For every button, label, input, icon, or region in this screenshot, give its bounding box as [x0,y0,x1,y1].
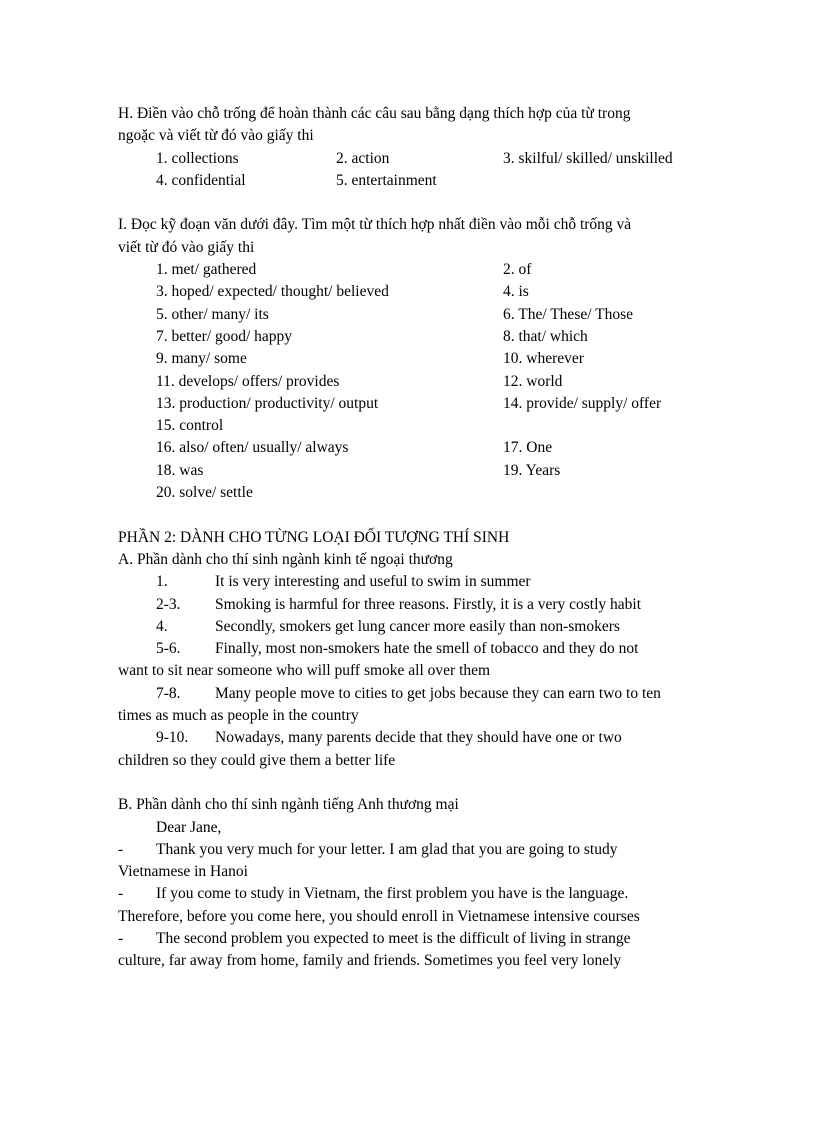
answer-item: 5. other/ many/ its [156,305,269,323]
item-continuation: want to sit near someone who will puff smoke all over them [118,662,491,680]
section-a-item [118,727,718,749]
section-i-answer-row [118,393,718,415]
item-continuation: culture, far away from home, family and friends. Sometimes you feel very lonely [118,952,622,970]
section-a-heading: A. Phần dành cho thí sinh ngành kinh tế ngoại thương [118,550,453,568]
answer-item: 9. many/ some [156,350,247,368]
item-text: Secondly, smokers get lung cancer more easily than non-smokers [215,617,620,635]
section-a-item [118,571,718,593]
item-text: Smoking is harmful for three reasons. Firstly, it is a very costly habit [215,595,642,613]
item-continuation: times as much as people in the country [118,707,359,725]
answer-item: 2. of [503,261,532,279]
answer-item: 15. control [156,417,224,435]
item-text: It is very interesting and useful to swim in summer [215,573,531,591]
part2-title: PHẦN 2: DÀNH CHO TỪNG LOẠI ĐỐI TƯỢNG THÍ SINH [118,528,510,546]
item-text: Thank you very much for your letter. I am glad that you are going to study [156,840,618,858]
dash-bullet: - [118,885,124,903]
section-i-answer-row [118,415,718,437]
answer-item: 3. hoped/ expected/ thought/ believed [156,283,389,301]
answer-item: 12. world [503,372,563,390]
section-i-answer-row [118,460,718,482]
answer-item: 19. Years [503,461,561,479]
section-b-heading: B. Phần dành cho thí sinh ngành tiếng Anh thương mại [118,796,459,814]
section-i-answer-row [118,348,718,370]
section-i-answer-row [118,326,718,348]
answer-item: 18. was [156,461,204,479]
answer-item: 16. also/ often/ usually/ always [156,439,349,457]
section-i-heading-line2: viết từ đó vào giấy thi [118,238,255,256]
letter-greeting: Dear Jane, [156,818,222,836]
answer-item: 5. entertainment [336,171,437,189]
item-continuation: Vietnamese in Hanoi [118,863,248,881]
answer-item: 3. skilful/ skilled/ unskilled [503,149,673,167]
section-h-answer-row [118,170,718,192]
section-i-answer-row [118,304,718,326]
item-text: If you come to study in Vietnam, the first problem you have is the language. [156,885,629,903]
section-i-answer-row [118,371,718,393]
item-number: 1. [156,573,168,591]
answer-item: 4. confidential [156,171,246,189]
answer-item: 7. better/ good/ happy [156,327,293,345]
answer-item: 13. production/ productivity/ output [156,394,379,412]
section-a-item [118,594,718,616]
section-i-answer-row [118,482,718,504]
section-h-answer-row [118,148,718,170]
answer-item: 8. that/ which [503,327,588,345]
document-page [118,103,718,973]
item-text: Finally, most non-smokers hate the smell of tobacco and they do not [215,640,639,658]
answer-item: 1. collections [156,149,239,167]
item-text: Many people move to cities to get jobs because they can earn two to ten [215,684,661,702]
answer-item: 2. action [336,149,390,167]
answer-item: 17. One [503,439,553,457]
section-h-heading-line2: ngoặc và viết từ đó vào giấy thi [118,127,314,145]
section-b-item [118,928,718,950]
item-number: 2-3. [156,595,181,613]
item-continuation: children so they could give them a better life [118,751,396,769]
section-a-item [118,683,718,705]
answer-item: 1. met/ gathered [156,261,257,279]
item-number: 5-6. [156,640,181,658]
answer-item: 11. develops/ offers/ provides [156,372,340,390]
item-continuation: Therefore, before you come here, you should enroll in Vietnamese intensive courses [118,907,640,925]
answer-item: 10. wherever [503,350,584,368]
section-b-item [118,883,718,905]
item-number: 9-10. [156,729,189,747]
section-a-item [118,616,718,638]
section-i-answer-row [118,281,718,303]
item-text: Nowadays, many parents decide that they should have one or two [215,729,622,747]
answer-item: 14. provide/ supply/ offer [503,394,662,412]
answer-item: 6. The/ These/ Those [503,305,634,323]
section-i-heading-line1: I. Đọc kỹ đoạn văn dưới đây. Tìm một từ thích hợp nhất điền vào mỗi chỗ trống và [118,216,632,234]
section-i-answer-row [118,259,718,281]
section-a-item [118,638,718,660]
dash-bullet: - [118,840,124,858]
section-b-item [118,839,718,861]
section-h-heading-line1: H. Điền vào chỗ trống để hoàn thành các câu sau bằng dạng thích hợp của từ trong [118,105,631,122]
item-number: 4. [156,617,168,635]
answer-item: 4. is [503,283,529,301]
item-text: The second problem you expected to meet is the difficult of living in strange [156,929,631,947]
answer-item: 20. solve/ settle [156,484,253,502]
dash-bullet: - [118,929,124,947]
section-i-answer-row [118,437,718,459]
item-number: 7-8. [156,684,181,702]
